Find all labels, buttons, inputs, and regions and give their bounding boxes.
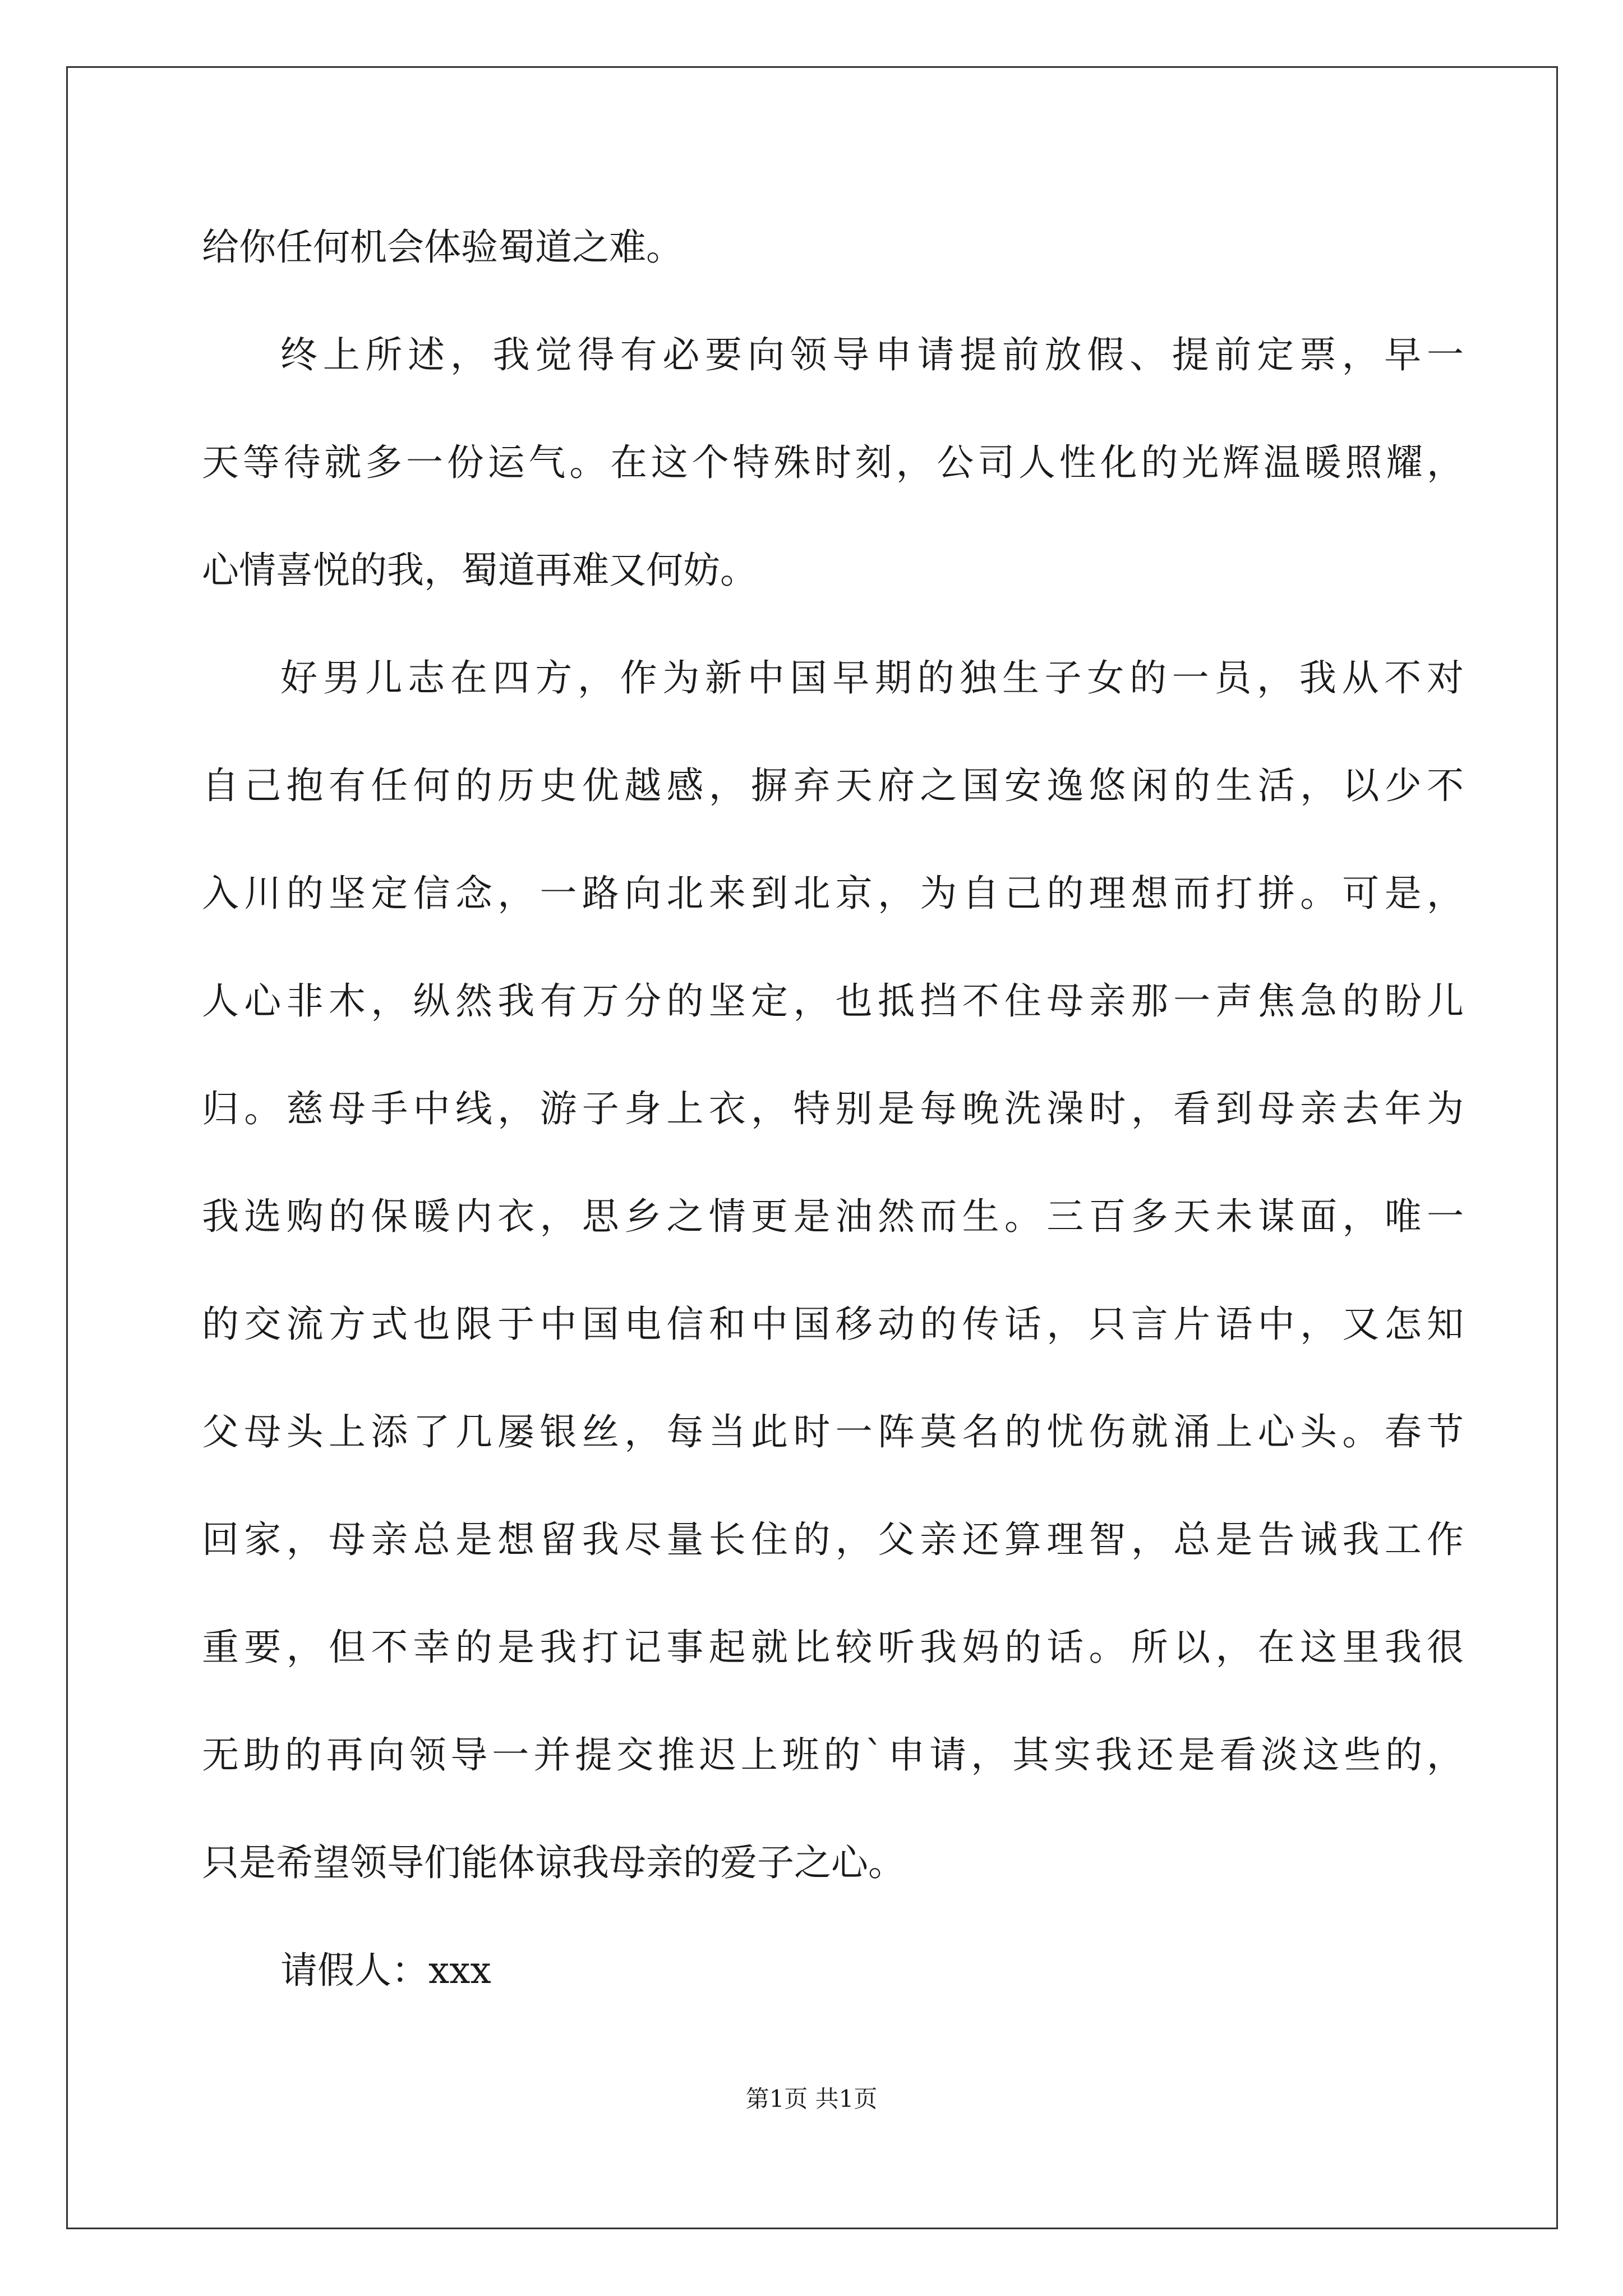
body-text-line: 的交流方式也限于中国电信和中国移动的传话，只言片语中，又怎知: [202, 1303, 1464, 1346]
document-body: [202, 194, 1464, 2024]
body-text-line: 归。慈母手中线，游子身上衣，特别是每晚洗澡时，看到母亲去年为: [202, 1087, 1464, 1130]
body-text-line: 重要，但不幸的是我打记事起就比较听我妈的话。所以，在这里我很: [202, 1626, 1464, 1669]
body-text-line: 人心非木，纵然我有万分的坚定，也抵挡不住母亲那一声焦急的盼儿: [202, 979, 1464, 1023]
signature-line: 请假人：xxx: [280, 1949, 491, 1992]
body-text-line: 我选购的保暖内衣，思乡之情更是油然而生。三百多天未谋面，唯一: [202, 1195, 1464, 1238]
body-text-line: 自己抱有任何的历史优越感，摒弃天府之国安逸悠闲的生活，以少不: [202, 764, 1464, 807]
body-text-line: 入川的坚定信念，一路向北来到北京，为自己的理想而打拼。可是，: [202, 872, 1464, 915]
body-text-line: 终上所述，我觉得有必要向领导申请提前放假、提前定票，早一: [280, 333, 1464, 376]
body-text-line: 回家，母亲总是想留我尽量长住的，父亲还算理智，总是告诫我工作: [202, 1518, 1464, 1561]
body-text-line: 只是希望领导们能体谅我母亲的爱子之心。: [202, 1841, 905, 1884]
body-text-line: 父母头上添了几屡银丝，每当此时一阵莫名的忧伤就涌上心头。春节: [202, 1410, 1464, 1453]
page-footer: 第1页 共1页: [745, 2085, 878, 2113]
body-text-line: 给你任何机会体验蜀道之难。: [202, 226, 683, 269]
body-text-line: 心情喜悦的我，蜀道再难又何妨。: [202, 549, 757, 592]
body-text-line: 好男儿志在四方，作为新中国早期的独生子女的一员，我从不对: [280, 656, 1464, 700]
body-text-line: 无助的再向领导一并提交推迟上班的`申请，其实我还是看淡这些的，: [202, 1733, 1464, 1777]
body-text-line: 天等待就多一份运气。在这个特殊时刻，公司人性化的光辉温暖照耀，: [202, 441, 1464, 484]
